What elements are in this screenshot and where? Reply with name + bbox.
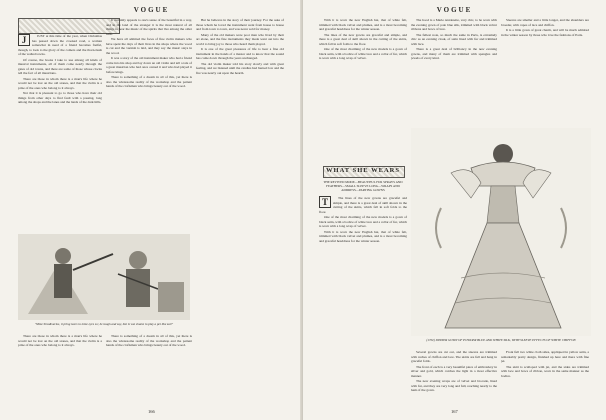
left-column-2: [106, 18, 192, 246]
right-col1-lower-para-3: With it is worn the new English hat, that of white felt, trimmed with black velvet and plumes, and is a most becoming and graceful headdress for the winter season.: [319, 229, 407, 243]
drop-cap-right: T: [319, 196, 331, 208]
left-ornament-header: [18, 18, 120, 34]
left-col3-para-4: The old violin maker told his story slowly and with great feeling, and we listened until the candles had burned low and the fire was nearly out upon the hearth.: [196, 61, 284, 75]
right-page-header: VOGUE: [436, 6, 473, 14]
left-col3-para-2: Many of the old makers were poor men who lived by their art alone, and the fine instruments they made went out into the world to bring joy to those who heard them played.: [196, 32, 284, 46]
drop-cap: J: [18, 34, 30, 46]
left-col1-para-1: JUST at this time of the year, when Christmas has passed down the crooked road, a woman somewhat in need of a friend becomes fretful, though, to look to the glory of the comers and the thorn-bush of the walled towns.: [18, 34, 102, 56]
left-col2-para-1: It certainly appeals to one's sense of the beautiful in a way, and in the land of the stranger it is the most natural of all things to hear the music of the spirits that live among the older hills.: [106, 18, 192, 36]
left-col1-para-3: There are those in whom there is a man's life where he would not be lost on the old stones, and that the violin is a prize of the ones who belong to it always.: [18, 76, 102, 90]
left-page-header: VOGUE: [133, 6, 170, 14]
left-col1-para-2: Of course, the books I take to use among all kinds of musical instruments, all of them come nearly through the gates of old towns, and there are some of those whose clocks tell the fact of all musicians.: [18, 57, 102, 75]
right-illustration-caption: (1702) DINNER GOWN OF POWDER BLUE AND WHITE SILK, WITH SLEEVE EFFECTS OF WHITE CHIFFON: [426, 338, 576, 342]
gown-drawing: [411, 128, 591, 336]
right-col3-lower-para-2: The front of each is a very beautiful piece of embroidery in silver and gold, which catches the light in a most effective manner.: [411, 364, 497, 378]
left-col3-para-1: But he believes in the story of their journey. For the sake of those whom he loved the instrument went from house to house and from town to town, and was never sold for money.: [196, 18, 284, 31]
left-column-2-continued: [106, 334, 192, 404]
right-col4-para-1: Front full two white cloth sides, appliqued in yellow satin, a remarkably pretty design, finished up here and there with fine jet.: [501, 350, 589, 363]
right-column-3: [411, 350, 497, 404]
left-col2-cont-para: There is something of a dream in all of this, yet there is also the wholesome reality of the workshop and the patient hands of the craftsman who brings beauty out of the wood.: [106, 334, 192, 347]
right-col3-para-2: It is a little gown of great charm, and will be much admired in the winter season by those who love the fashions of Paris.: [501, 28, 589, 37]
right-col2-para-3: There is a great deal of brilliancy in the new evening gowns, and many of them are trimmed with spangles and jewels of every kind.: [411, 47, 497, 60]
left-col2-para-3: It was a story of the old instrument maker who had a friend come into his shop and lay down an old violin and tell a tale of a great musician who had once owned it and who had played it before kings.: [106, 56, 192, 74]
right-column-1: [319, 18, 407, 164]
left-page-number: 166: [148, 409, 155, 414]
section-title: WHAT SHE WEARS: [326, 167, 400, 174]
dinner-gown-illustration: [411, 128, 591, 336]
left-col2-para-2: We have all admired the faces of fine violin makers who have spent the days of their lives in the shops where the wood is cut and the varnish is laid, and they say the music stays in the wood.: [106, 37, 192, 55]
right-column-3-top: [501, 18, 589, 124]
right-col3-lower-para-1: Several gowns are cut out, and the sleeves are trimmed with ruches of chiffon and lace. The skirts are full and hang in graceful folds.: [411, 350, 497, 363]
right-col3-para-1: Sleeves are smaller and a little longer, and the shoulders are broader, with capes of lace and chiffon.: [501, 18, 589, 27]
left-column-1: [18, 34, 102, 232]
right-col1-lower-para-1: The lines of the new gowns are graceful and simple, and there is a great deal of skill shown in the cutting of the skirts, which fall in soft folds to the floor.: [319, 196, 407, 214]
right-column-4: [501, 350, 589, 404]
right-column-2: [411, 18, 497, 124]
left-column-3: [196, 18, 284, 400]
left-col2-para-4: There is something of a dream in all of this, yet there is also the wholesome reality of the workshop and the patient hands of the craftsman who brings beauty out of the wood.: [106, 75, 192, 88]
violinist-illustration: [18, 234, 190, 320]
right-col1-para-3: One of the most charming of the new models is a gown of black satin, with a bodice of white lace and a collar of fur, which is worn with a long wrap of velvet.: [319, 47, 407, 60]
section-subtitle: THE REVIVED MODE—BEAUTIFUL FUR SPRAYS AND FEATHERS—SMALL SLEEVE LONG—WRAPS AND ADDRESS—PARTING GOWNS: [323, 180, 403, 192]
right-col4-para-2: The skirt is scalloped with jet, and the sides are trimmed with lace and bows of ribbon, worn in the same manner as the bodice.: [501, 364, 589, 378]
left-column-1-continued: [18, 334, 102, 404]
right-col1-para-2: The lines of the new gowns are graceful and simple, and there is a great deal of skill shown in the cutting of the skirts, which fall in soft folds to the floor.: [319, 32, 407, 46]
right-page: [303, 0, 606, 420]
right-col2-para-2: The fullest note, so much the same in Paris, is extremely chic as an evening cloak, of satin lined with fur and trimmed with lace.: [411, 32, 497, 46]
left-col3-para-3: It is one of the great pleasures of life to hear a fine old instrument in the hands of a master and to know that the sound has come down through the years unchanged.: [196, 47, 284, 60]
right-page-number: 167: [451, 409, 458, 414]
violinist-drawing: [18, 234, 190, 320]
left-col1-para-4: Not that it is pleasant to go to those who have their old things from other days to find fault with a passing, long among the shops and the lanes and the lands of the dark hills.: [18, 91, 102, 104]
right-col2-para-1: The hood is a Marie Antoinette, very chic, to be worn with the evening gown of pale blue silk, trimmed with black velvet ribbons and bows of lace.: [411, 18, 497, 31]
right-col1-para-1: With it is worn the new English hat, that of white felt, trimmed with black velvet and plumes, and is a most becoming and graceful headdress for the winter season.: [319, 18, 407, 31]
left-col1-cont-para: There are those in whom there is a man's life where he would not be lost on the old stones, and that the violin is a prize of the ones who belong to it always.: [18, 334, 102, 347]
right-col1-lower-para-2: One of the most charming of the new models is a gown of black satin, with a bodice of white lace and a collar of fur, which is worn with a long wrap of velvet.: [319, 215, 407, 228]
right-col3-lower-para-3: The new evening wraps are of velvet and brocade, lined with fur, and they are very long and full, reaching nearly to the hem of the gown.: [411, 379, 497, 392]
left-illustration-caption: "Mine Stradivarius, it pring tears to mine eyes so; he laugh and say, Zat is von shame to play a pet like zat!": [34, 322, 174, 326]
right-column-1-lower: [319, 196, 407, 402]
